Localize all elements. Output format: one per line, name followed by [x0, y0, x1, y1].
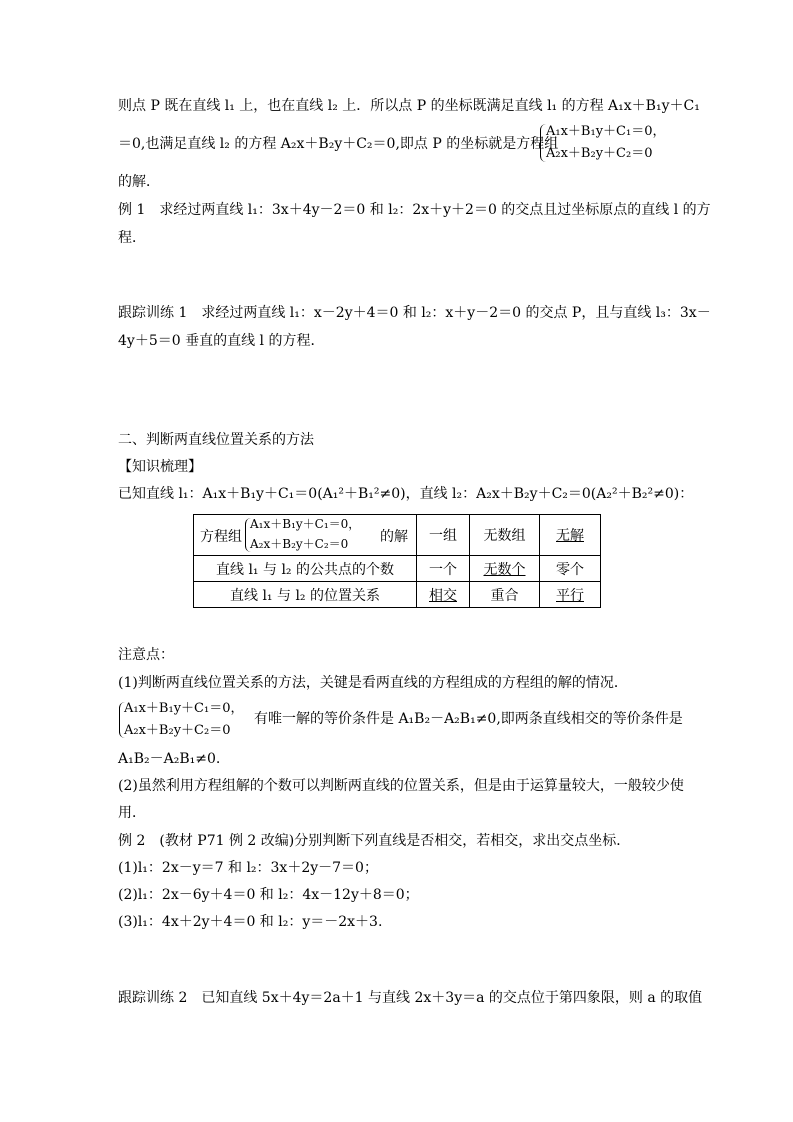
table-system-cell	[194, 515, 417, 556]
note-eq1: A₁x＋B₁y＋C₁＝0，	[124, 701, 244, 716]
table-row	[194, 515, 601, 556]
para1-line1: 则点 P 既在直线 l₁ 上，也在直线 l₂ 上．所以点 P 的坐标既满足直线 l₁ 的方程 A₁x＋B₁y＋C₁	[118, 98, 700, 114]
exercise2-line1: 跟踪训练 2 已知直线 5x＋4y＝2a＋1 与直线 2x＋3y＝a 的交点位于第四象限，则 a 的取值	[118, 990, 703, 1006]
cell: 一组	[417, 515, 470, 556]
note1b: 有唯一解的等价条件是 A₁B₂－A₂B₁≠0,即两条直线相交的等价条件是	[254, 711, 683, 727]
note2-line2: 用．	[118, 805, 146, 821]
cell: 重合	[470, 582, 540, 608]
system-eq1: A₁x＋B₁y＋C₁＝0，	[546, 124, 666, 139]
section2-heading: 二、判断两直线位置关系的方法	[118, 432, 314, 448]
row-label: 直线 l₁ 与 l₂ 的公共点的个数	[194, 556, 417, 582]
example2-title: 例 2 (教材 P71 例 2 改编)分别判断下列直线是否相交，若相交，求出交点坐标．	[118, 833, 631, 849]
note1: (1)判断两直线位置关系的方法，关键是看两直线的方程组成的方程组的解的情况．	[118, 675, 628, 691]
note1c: A₁B₂－A₂B₁≠0.	[118, 751, 221, 767]
cell: 无解	[540, 515, 601, 556]
example1-line1: 例 1 求经过两直线 l₁：3x＋4y－2＝0 和 l₂：2x＋y＋2＝0 的交点且过坐标原点的直线 l 的方	[118, 202, 711, 218]
example1-line2: 程．	[118, 230, 146, 246]
note2-line1: (2)虽然利用方程组解的个数可以判断两直线的位置关系，但是由于运算量较大，一般较少使	[118, 778, 684, 794]
example2-q3: (3)l₁：4x＋2y＋4＝0 和 l₂：y＝－2x＋3.	[118, 914, 383, 930]
note-eq2: A₂x＋B₂y＋C₂＝0	[124, 723, 231, 738]
knowledge-label: 【知识梳理】	[118, 459, 202, 475]
cell: 零个	[540, 556, 601, 582]
table-eq1: A₁x＋B₁y＋C₁＝0，	[250, 517, 361, 531]
exercise1-line2: 4y＋5＝0 垂直的直线 l 的方程．	[118, 333, 325, 349]
table-row	[194, 582, 601, 608]
system-prefix: 方程组	[200, 529, 242, 545]
cell: 平行	[540, 582, 601, 608]
row-label: 直线 l₁ 与 l₂ 的位置关系	[194, 582, 417, 608]
para1-line3: 的解．	[118, 174, 160, 190]
system-suffix: 的解	[380, 529, 408, 545]
para1-line2: ＝0,也满足直线 l₂ 的方程 A₂x＋B₂y＋C₂＝0,即点 P 的坐标就是方程组	[118, 136, 559, 152]
cell: 无数个	[470, 556, 540, 582]
exercise1-line1: 跟踪训练 1 求经过两直线 l₁：x－2y＋4＝0 和 l₂：x＋y－2＝0 的交点 P，且与直线 l₃：3x－	[118, 305, 711, 321]
notes-title: 注意点：	[118, 647, 174, 663]
cell: 相交	[417, 582, 470, 608]
comparison-table	[193, 514, 601, 608]
example2-q1: (1)l₁：2x－y＝7 和 l₂：3x＋2y－7＝0；	[118, 860, 378, 876]
system-eq2: A₂x＋B₂y＋C₂＝0	[546, 146, 653, 161]
table-row	[194, 556, 601, 582]
cell: 无数组	[470, 515, 540, 556]
cell: 一个	[417, 556, 470, 582]
example2-q2: (2)l₁：2x－6y＋4＝0 和 l₂：4x－12y＋8＝0；	[118, 887, 419, 903]
table-eq2: A₂x＋B₂y＋C₂＝0	[250, 537, 349, 551]
given-lines: 已知直线 l₁：A₁x＋B₁y＋C₁＝0(A₁²＋B₁²≠0)，直线 l₂：A₂x＋B₂y＋C₂＝0(A₂²＋B₂²≠0)：	[118, 486, 694, 502]
